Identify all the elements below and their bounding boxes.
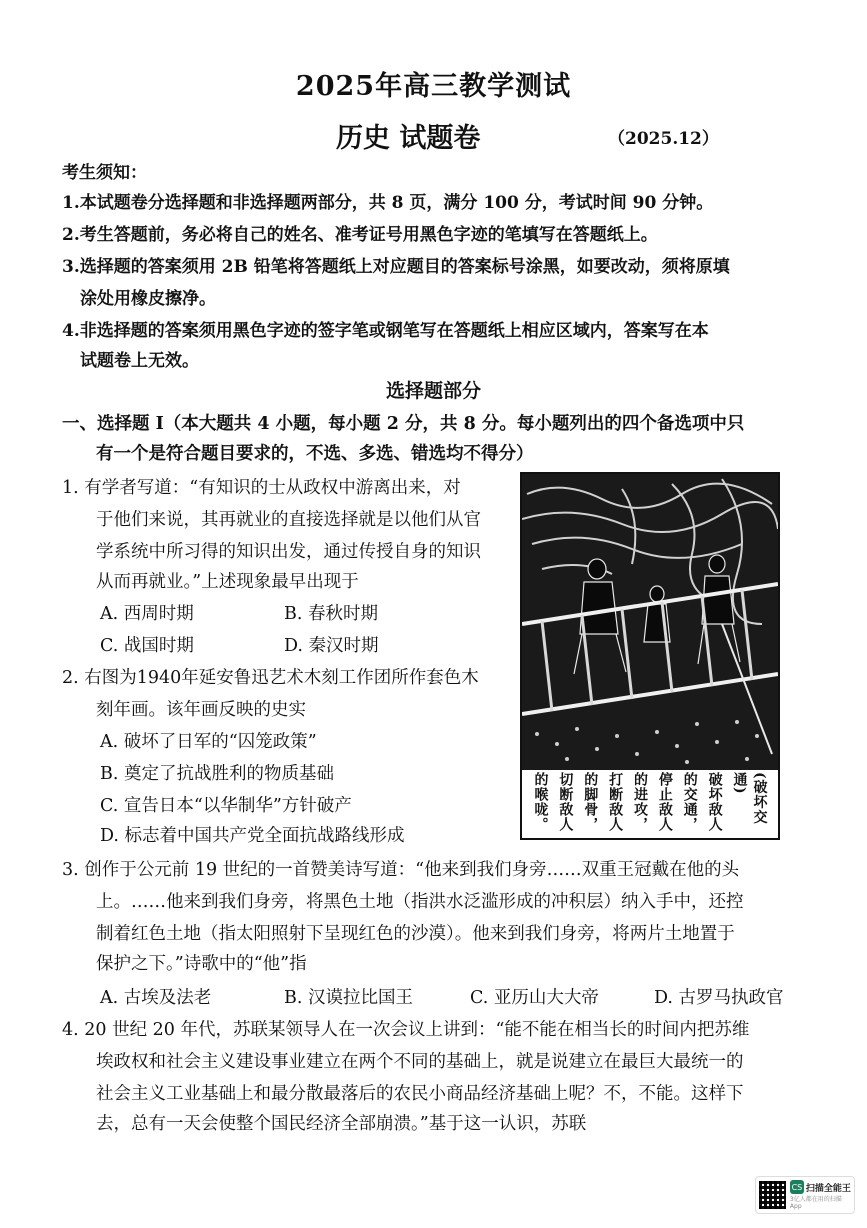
notice-item-3: 3.选择题的答案须用 2B 铅笔将答题纸上对应题目的答案标号涂黑，如要改动，须将原填 [62, 257, 730, 277]
exam-subtitle: 历史 试题卷 [336, 123, 481, 154]
q2-stem-2: 刻年画。该年画反映的史实 [96, 700, 306, 720]
q1-option-a[interactable]: A. 西周时期 [100, 604, 194, 624]
caption-col-9: 的喉咙。 [532, 772, 549, 832]
q3-option-c[interactable]: C. 亚历山大大帝 [470, 988, 599, 1008]
caption-col-4: 停止敌人 [656, 772, 673, 832]
caption-col-7: 的脚骨， [582, 772, 599, 832]
q3-stem-3: 制着红色土地（指太阳照射下呈现红色的沙漠）。他来到我们身旁，将两片土地置于 [96, 924, 735, 944]
q3-stem-4: 保护之下。”诗歌中的“他”指 [96, 954, 307, 974]
notice-heading: 考生须知： [62, 163, 147, 183]
q3-stem-1: 3. 创作于公元前 19 世纪的一首赞美诗写道：“他来到我们身旁……双重王冠戴在他的头 [62, 860, 740, 880]
q1-stem-3: 学系统中所习得的知识出发，通过传授自身的知识 [96, 542, 481, 562]
q4-stem-1: 4. 20 世纪 20 年代，苏联某领导人在一次会议上讲到：“能不能在相当长的时间内把苏维 [62, 1020, 750, 1040]
q2-option-d[interactable]: D. 标志着中国共产党全面抗战路线形成 [100, 826, 405, 846]
section-title: 选择题部分 [385, 380, 481, 402]
exam-title: 2025年高三教学测试 [295, 71, 572, 102]
q1-option-b[interactable]: B. 春秋时期 [284, 604, 378, 624]
q3-option-b[interactable]: B. 汉谟拉比国王 [284, 988, 413, 1008]
q3-stem-2: 上。……他来到我们身旁，将黑色土地（指洪水泛滥形成的冲积层）纳入手中，还控 [96, 892, 744, 912]
woodcut-illustration-icon [522, 474, 778, 770]
caption-col-5: 的进攻， [631, 772, 648, 832]
q2-option-a[interactable]: A. 破坏了日军的“囚笼政策” [100, 732, 317, 752]
q4-stem-4: 去，总有一天会使整个国民经济全部崩溃。”基于这一认识，苏联 [96, 1114, 587, 1134]
caption-col-1: (破坏交通) [731, 772, 768, 825]
q1-stem-4: 从而再就业。”上述现象最早出现于 [96, 572, 359, 592]
scanner-tagline: 3亿人都在用的扫描App [789, 1196, 842, 1210]
notice-item-4: 4.非选择题的答案须用黑色字迹的签字笔或钢笔写在答题纸上相应区域内，答案写在本 [62, 321, 709, 341]
q1-option-d[interactable]: D. 秦汉时期 [284, 636, 379, 656]
caption-col-2: 破坏敌人 [706, 772, 723, 832]
part-instructions-cont: 有一个是符合题目要求的，不选、多选、错选均不得分） [96, 444, 534, 464]
q2-option-b[interactable]: B. 奠定了抗战胜利的物质基础 [100, 764, 334, 784]
q2-stem-1: 2. 右图为1940年延安鲁迅艺术木刻工作团所作套色木 [62, 668, 479, 688]
woodcut-caption [522, 770, 778, 836]
q2-option-c[interactable]: C. 宣告日本“以华制华”方针破产 [100, 796, 352, 816]
caption-col-6: 打断敌人 [607, 772, 624, 832]
q1-stem-2: 于他们来说，其再就业的直接选择就是以他们从官 [96, 510, 481, 530]
caption-col-3: 的交通， [681, 772, 698, 832]
exam-date: （2025.12） [608, 129, 719, 149]
scanner-logo-icon: CS [790, 1180, 804, 1194]
q4-stem-3: 社会主义工业基础上和最分散最落后的农民小商品经济基础上呢？不，不能。这样下 [96, 1084, 744, 1104]
notice-item-1: 1.本试题卷分选择题和非选择题两部分，共 8 页，满分 100 分，考试时间 90 分钟。 [62, 193, 714, 213]
q3-option-a[interactable]: A. 古埃及法老 [100, 988, 212, 1008]
part-instructions: 一、选择题 I（本大题共 4 小题，每小题 2 分，共 8 分。每小题列出的四个备选项中只 [62, 414, 745, 434]
notice-item-2: 2.考生答题前，务必将自己的姓名、准考证号用黑色字迹的笔填写在答题纸上。 [62, 225, 658, 245]
qr-code-icon [759, 1181, 786, 1209]
q4-stem-2: 埃政权和社会主义建设事业建立在两个不同的基础上，就是说建立在最巨大最统一的 [96, 1052, 744, 1072]
q1-option-c[interactable]: C. 战国时期 [100, 636, 194, 656]
caption-col-8: 切断敌人 [557, 772, 574, 832]
notice-item-4-cont: 试题卷上无效。 [80, 351, 199, 371]
scanner-watermark [755, 1176, 855, 1214]
q1-stem-1: 1. 有学者写道：“有知识的士从政权中游离出来，对 [62, 478, 461, 498]
notice-item-3-cont: 涂处用橡皮擦净。 [80, 289, 216, 309]
scanner-app-name: 扫描全能王 [805, 1183, 851, 1194]
q3-option-d[interactable]: D. 古罗马执政官 [654, 988, 784, 1008]
